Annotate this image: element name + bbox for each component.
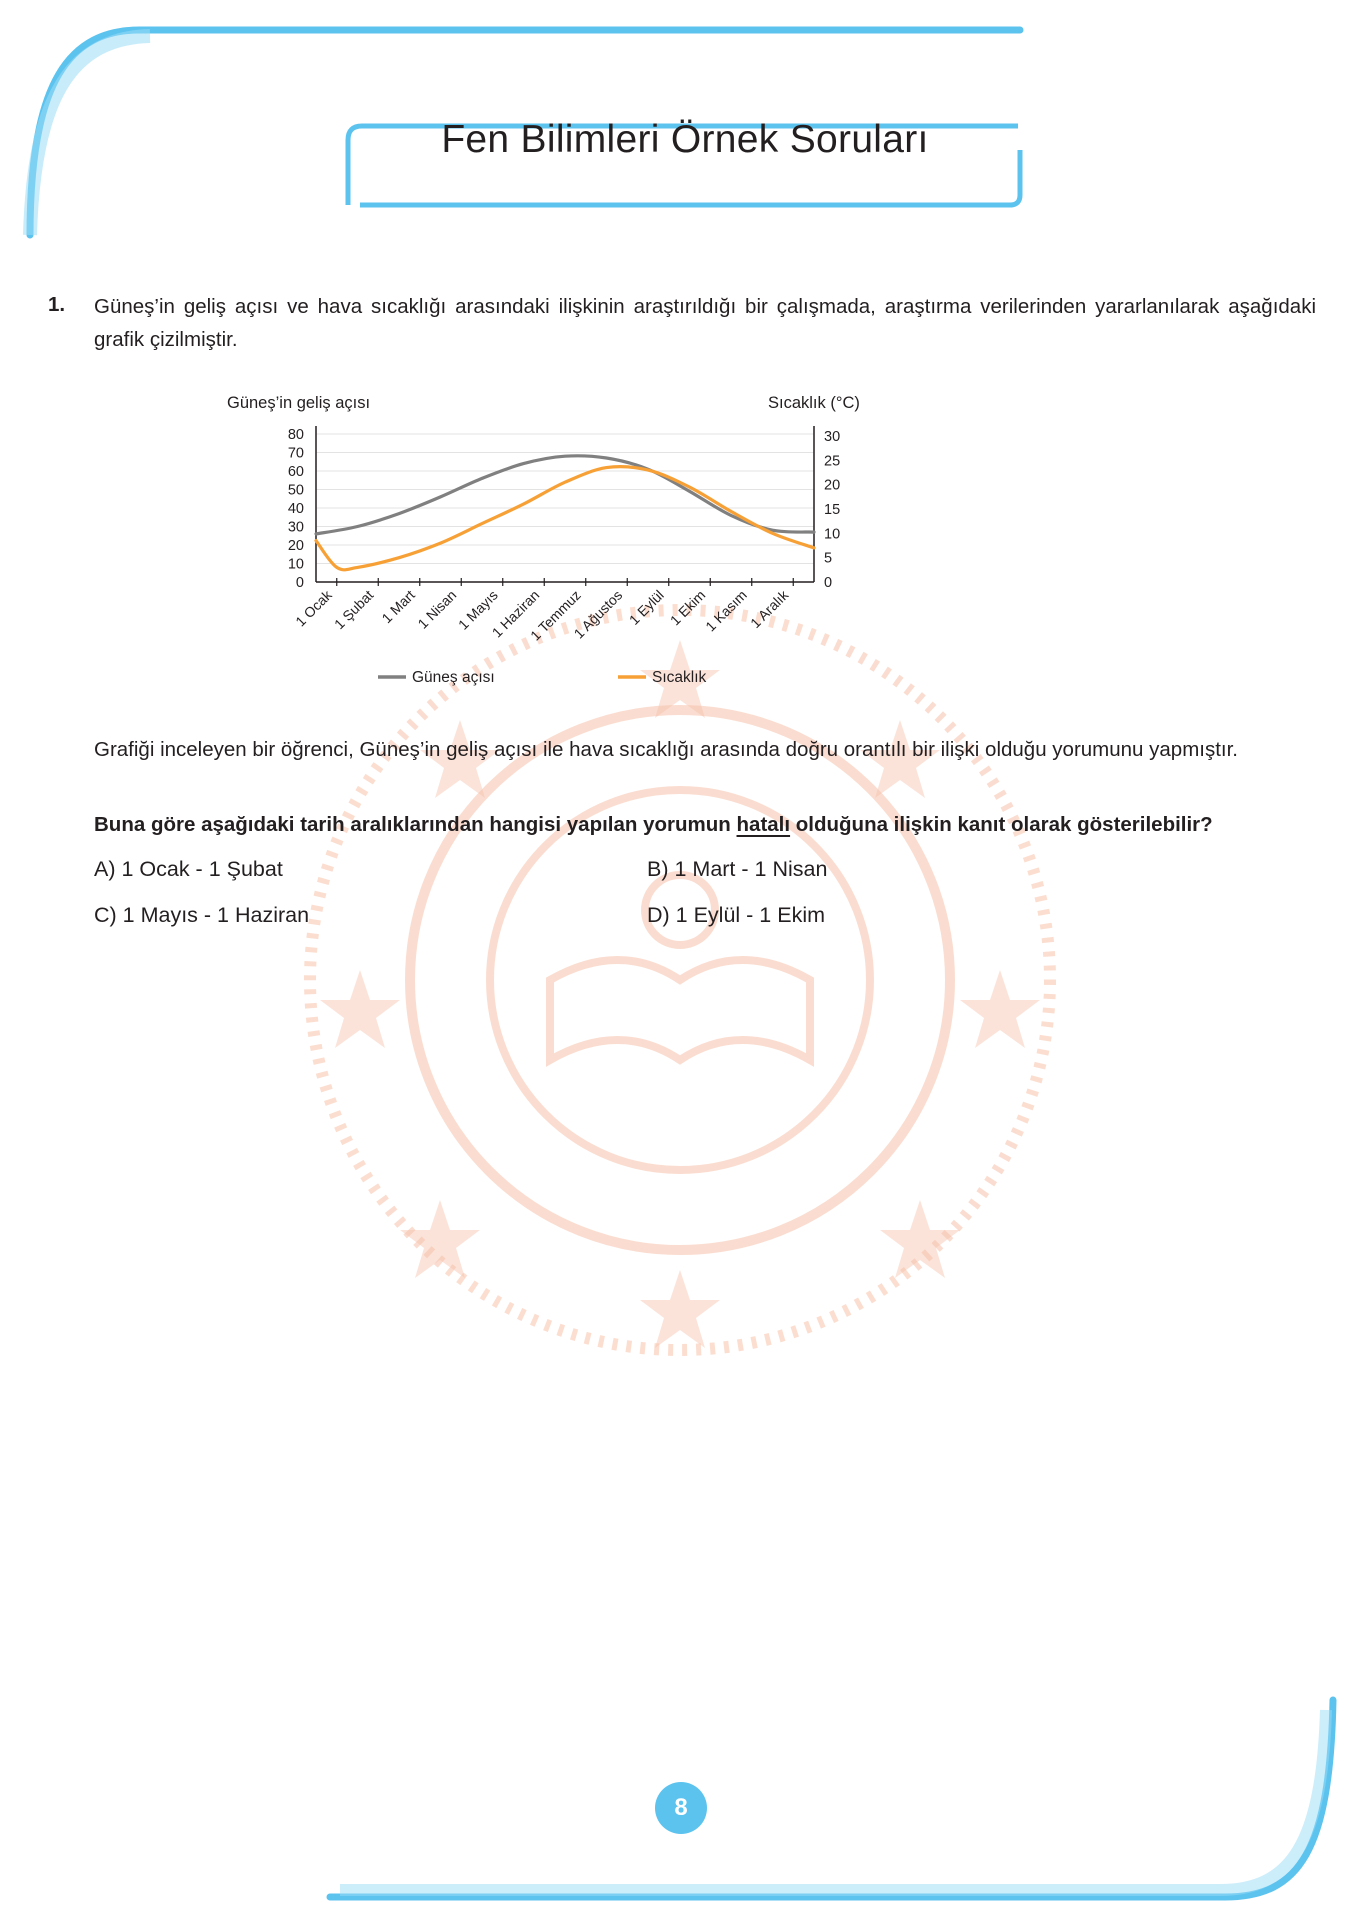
ministry-seal-watermark <box>300 600 1060 1360</box>
left-tick-label: 80 <box>287 427 304 443</box>
bottom-frame-curve <box>330 1700 1333 1897</box>
right-axis-title: Sıcaklık (°C) <box>768 394 860 412</box>
legend-label: Güneş açısı <box>412 669 495 686</box>
option-a[interactable]: A) 1 Ocak - 1 Şubat <box>94 857 283 881</box>
series-lines <box>316 456 814 570</box>
gunes-acisi-line <box>316 456 814 534</box>
prompt-part-1: Buna göre aşağıdaki tarih aralıklarından hangisi yapılan yorumun <box>94 813 737 836</box>
question-intro: Güneş’in geliş açısı ve hava sıcaklığı arasındaki ilişkinin araştırıldığı bir çalışmada, araştırma verilerinden yararlanılarak aşağıdaki grafik çizilmiştir. <box>94 295 1316 351</box>
x-axis-ticks <box>292 578 793 644</box>
right-tick-label: 25 <box>824 453 841 470</box>
left-axis-ticks <box>288 427 304 591</box>
line-chart <box>200 382 920 694</box>
x-tick-label: 1 Temmuz <box>527 586 584 644</box>
top-frame-shadow <box>30 36 150 235</box>
x-tick-label: 1 Nisan <box>414 586 460 632</box>
left-tick-label: 0 <box>295 575 304 591</box>
x-tick-label: 1 Ocak <box>292 586 335 630</box>
right-axis-ticks <box>824 429 840 591</box>
x-tick-label: 1 Kasım <box>702 586 750 635</box>
x-tick-label: 1 Şubat <box>330 586 377 633</box>
chart-legend <box>378 669 707 686</box>
right-tick-label: 5 <box>824 550 833 567</box>
prompt-part-2: olduğuna ilişkin kanıt olarak gösterilebilir? <box>790 813 1213 836</box>
left-tick-label: 10 <box>287 556 304 573</box>
x-tick-label: 1 Ağustos <box>570 586 626 642</box>
left-tick-label: 30 <box>287 519 304 536</box>
option-b[interactable]: B) 1 Mart - 1 Nisan <box>647 857 828 881</box>
legend-label: Sıcaklık <box>652 669 707 686</box>
option-d[interactable]: D) 1 Eylül - 1 Ekim <box>647 903 826 927</box>
question-prompt <box>94 810 1334 840</box>
x-tick-label: 1 Aralık <box>747 586 792 632</box>
right-tick-label: 0 <box>824 575 833 591</box>
x-tick-label: 1 Ekim <box>666 586 709 629</box>
prompt-underlined-word: hatalı <box>736 813 791 836</box>
x-tick-label: 1 Eylül <box>625 586 667 628</box>
left-axis-title: Güneş’in geliş açısı <box>227 394 371 412</box>
left-tick-label: 40 <box>287 501 304 517</box>
x-tick-label: 1 Mayıs <box>454 586 501 633</box>
page-title: Fen Bilimleri Örnek Soruları <box>441 118 929 161</box>
right-tick-label: 15 <box>824 502 841 518</box>
option-c[interactable]: C) 1 Mayıs - 1 Haziran <box>94 903 310 927</box>
x-tick-label: 1 Haziran <box>488 586 543 641</box>
right-tick-label: 30 <box>824 429 841 445</box>
question-context: Grafiği inceleyen bir öğrenci, Güneş’in geliş açısı ile hava sıcaklığı arasında doğru orantılı bir ilişki olduğu yorumunu yapmıştır. <box>94 738 1239 761</box>
page-number-badge: 8 <box>655 1782 707 1834</box>
left-tick-label: 20 <box>287 538 304 554</box>
question-number: 1. <box>48 293 66 316</box>
right-tick-label: 10 <box>824 526 841 543</box>
left-tick-label: 50 <box>287 482 304 499</box>
left-tick-label: 70 <box>287 445 304 462</box>
x-tick-label: 1 Mart <box>378 586 418 627</box>
right-tick-label: 20 <box>824 477 841 494</box>
left-tick-label: 60 <box>287 464 304 480</box>
bottom-frame-shadow <box>340 1710 1326 1890</box>
